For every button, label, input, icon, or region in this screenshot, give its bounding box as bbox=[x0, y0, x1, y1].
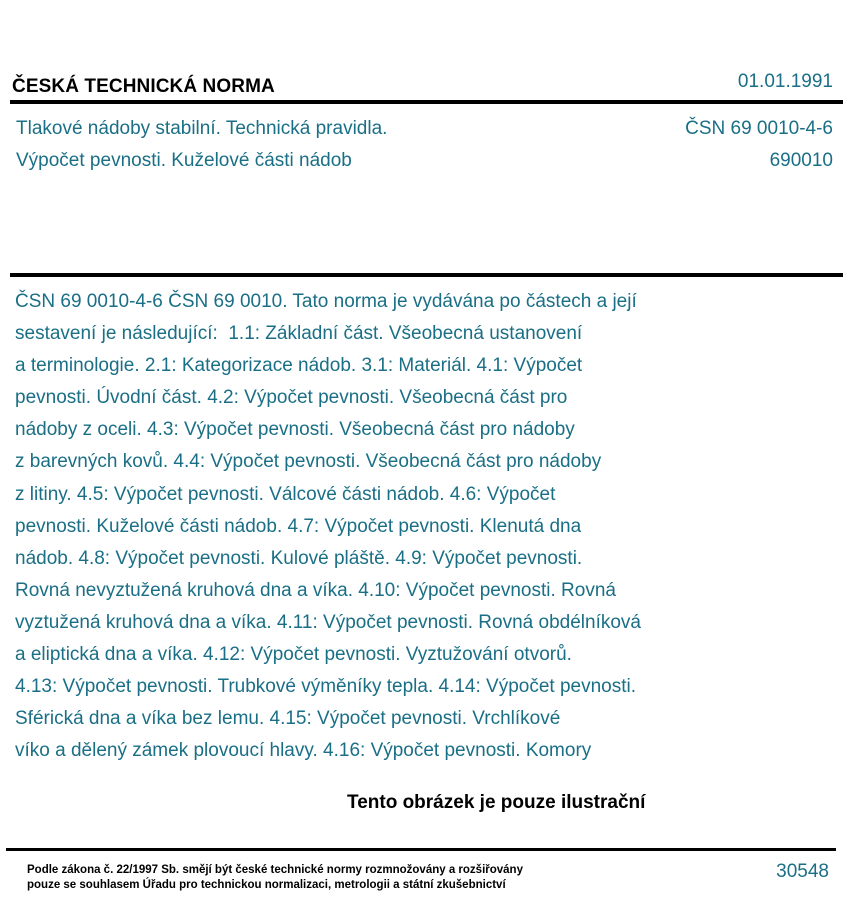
document-title-line-2: Výpočet pevnosti. Kuželové části nádob bbox=[16, 150, 352, 171]
description-line: víko a dělený zámek plovoucí hlavy. 4.16: Výpočet pevnosti. Komory bbox=[15, 740, 592, 762]
description-line: pevnosti. Kuželové části nádob. 4.7: Výpočet pevnosti. Klenutá dna bbox=[15, 515, 582, 537]
description-line: ČSN 69 0010-4-6 ČSN 69 0010. Tato norma je vydávána po částech a její bbox=[15, 291, 637, 312]
description-line: z barevných kovů. 4.4: Výpočet pevnosti. Všeobecná část pro nádoby bbox=[15, 451, 602, 473]
description-line: sestavení je následující: 1.1: Základní část. Všeobecná ustanovení bbox=[15, 323, 583, 345]
top-divider bbox=[10, 100, 843, 104]
standard-brand-heading: ČESKÁ TECHNICKÁ NORMA bbox=[12, 76, 275, 97]
effective-date: 01.01.1991 bbox=[737, 71, 833, 92]
bottom-divider bbox=[6, 848, 836, 851]
description-line: z litiny. 4.5: Výpočet pevnosti. Válcové části nádob. 4.6: Výpočet bbox=[15, 483, 556, 505]
description-line: vyztužená kruhová dna a víka. 4.11: Výpočet pevnosti. Rovná obdélníková bbox=[15, 611, 641, 633]
description-line: a eliptická dna a víka. 4.12: Výpočet pevnosti. Vyztužování otvorů. bbox=[15, 644, 572, 666]
copyright-line-2: pouze se souhlasem Úřadu pro technickou normalizaci, metrologii a státní zkušebnictví bbox=[27, 879, 506, 891]
description-line: pevnosti. Úvodní část. 4.2: Výpočet pevnosti. Všeobecná část pro bbox=[15, 387, 568, 409]
description-line: 4.13: Výpočet pevnosti. Trubkové výměníky tepla. 4.14: Výpočet pevnosti. bbox=[15, 676, 637, 698]
description-line: Sférická dna a víka bez lemu. 4.15: Výpočet pevnosti. Vrchlíkové bbox=[15, 708, 561, 730]
illustration-notice: Tento obrázek je pouze ilustrační bbox=[347, 792, 646, 813]
standard-description bbox=[15, 286, 735, 767]
description-line: nádob. 4.8: Výpočet pevnosti. Kulové pláště. 4.9: Výpočet pevnosti. bbox=[15, 547, 583, 569]
description-line: Rovná nevyztužená kruhová dna a víka. 4.10: Výpočet pevnosti. Rovná bbox=[15, 579, 616, 601]
middle-divider bbox=[10, 273, 843, 277]
copyright-line-1: Podle zákona č. 22/1997 Sb. smějí být české technické normy rozmnožovány a rozšiřovány bbox=[27, 864, 523, 876]
description-line: a terminologie. 2.1: Kategorizace nádob. 3.1: Materiál. 4.1: Výpočet bbox=[15, 355, 583, 377]
copyright-notice bbox=[27, 863, 523, 893]
description-line: nádoby z oceli. 4.3: Výpočet pevnosti. Všeobecná část pro nádoby bbox=[15, 419, 575, 441]
standard-code: ČSN 69 0010-4-6 bbox=[685, 118, 833, 139]
document-title-line-1: Tlakové nádoby stabilní. Technická pravidla. bbox=[16, 118, 388, 139]
class-number: 690010 bbox=[769, 150, 833, 171]
catalog-number: 30548 bbox=[776, 861, 829, 882]
